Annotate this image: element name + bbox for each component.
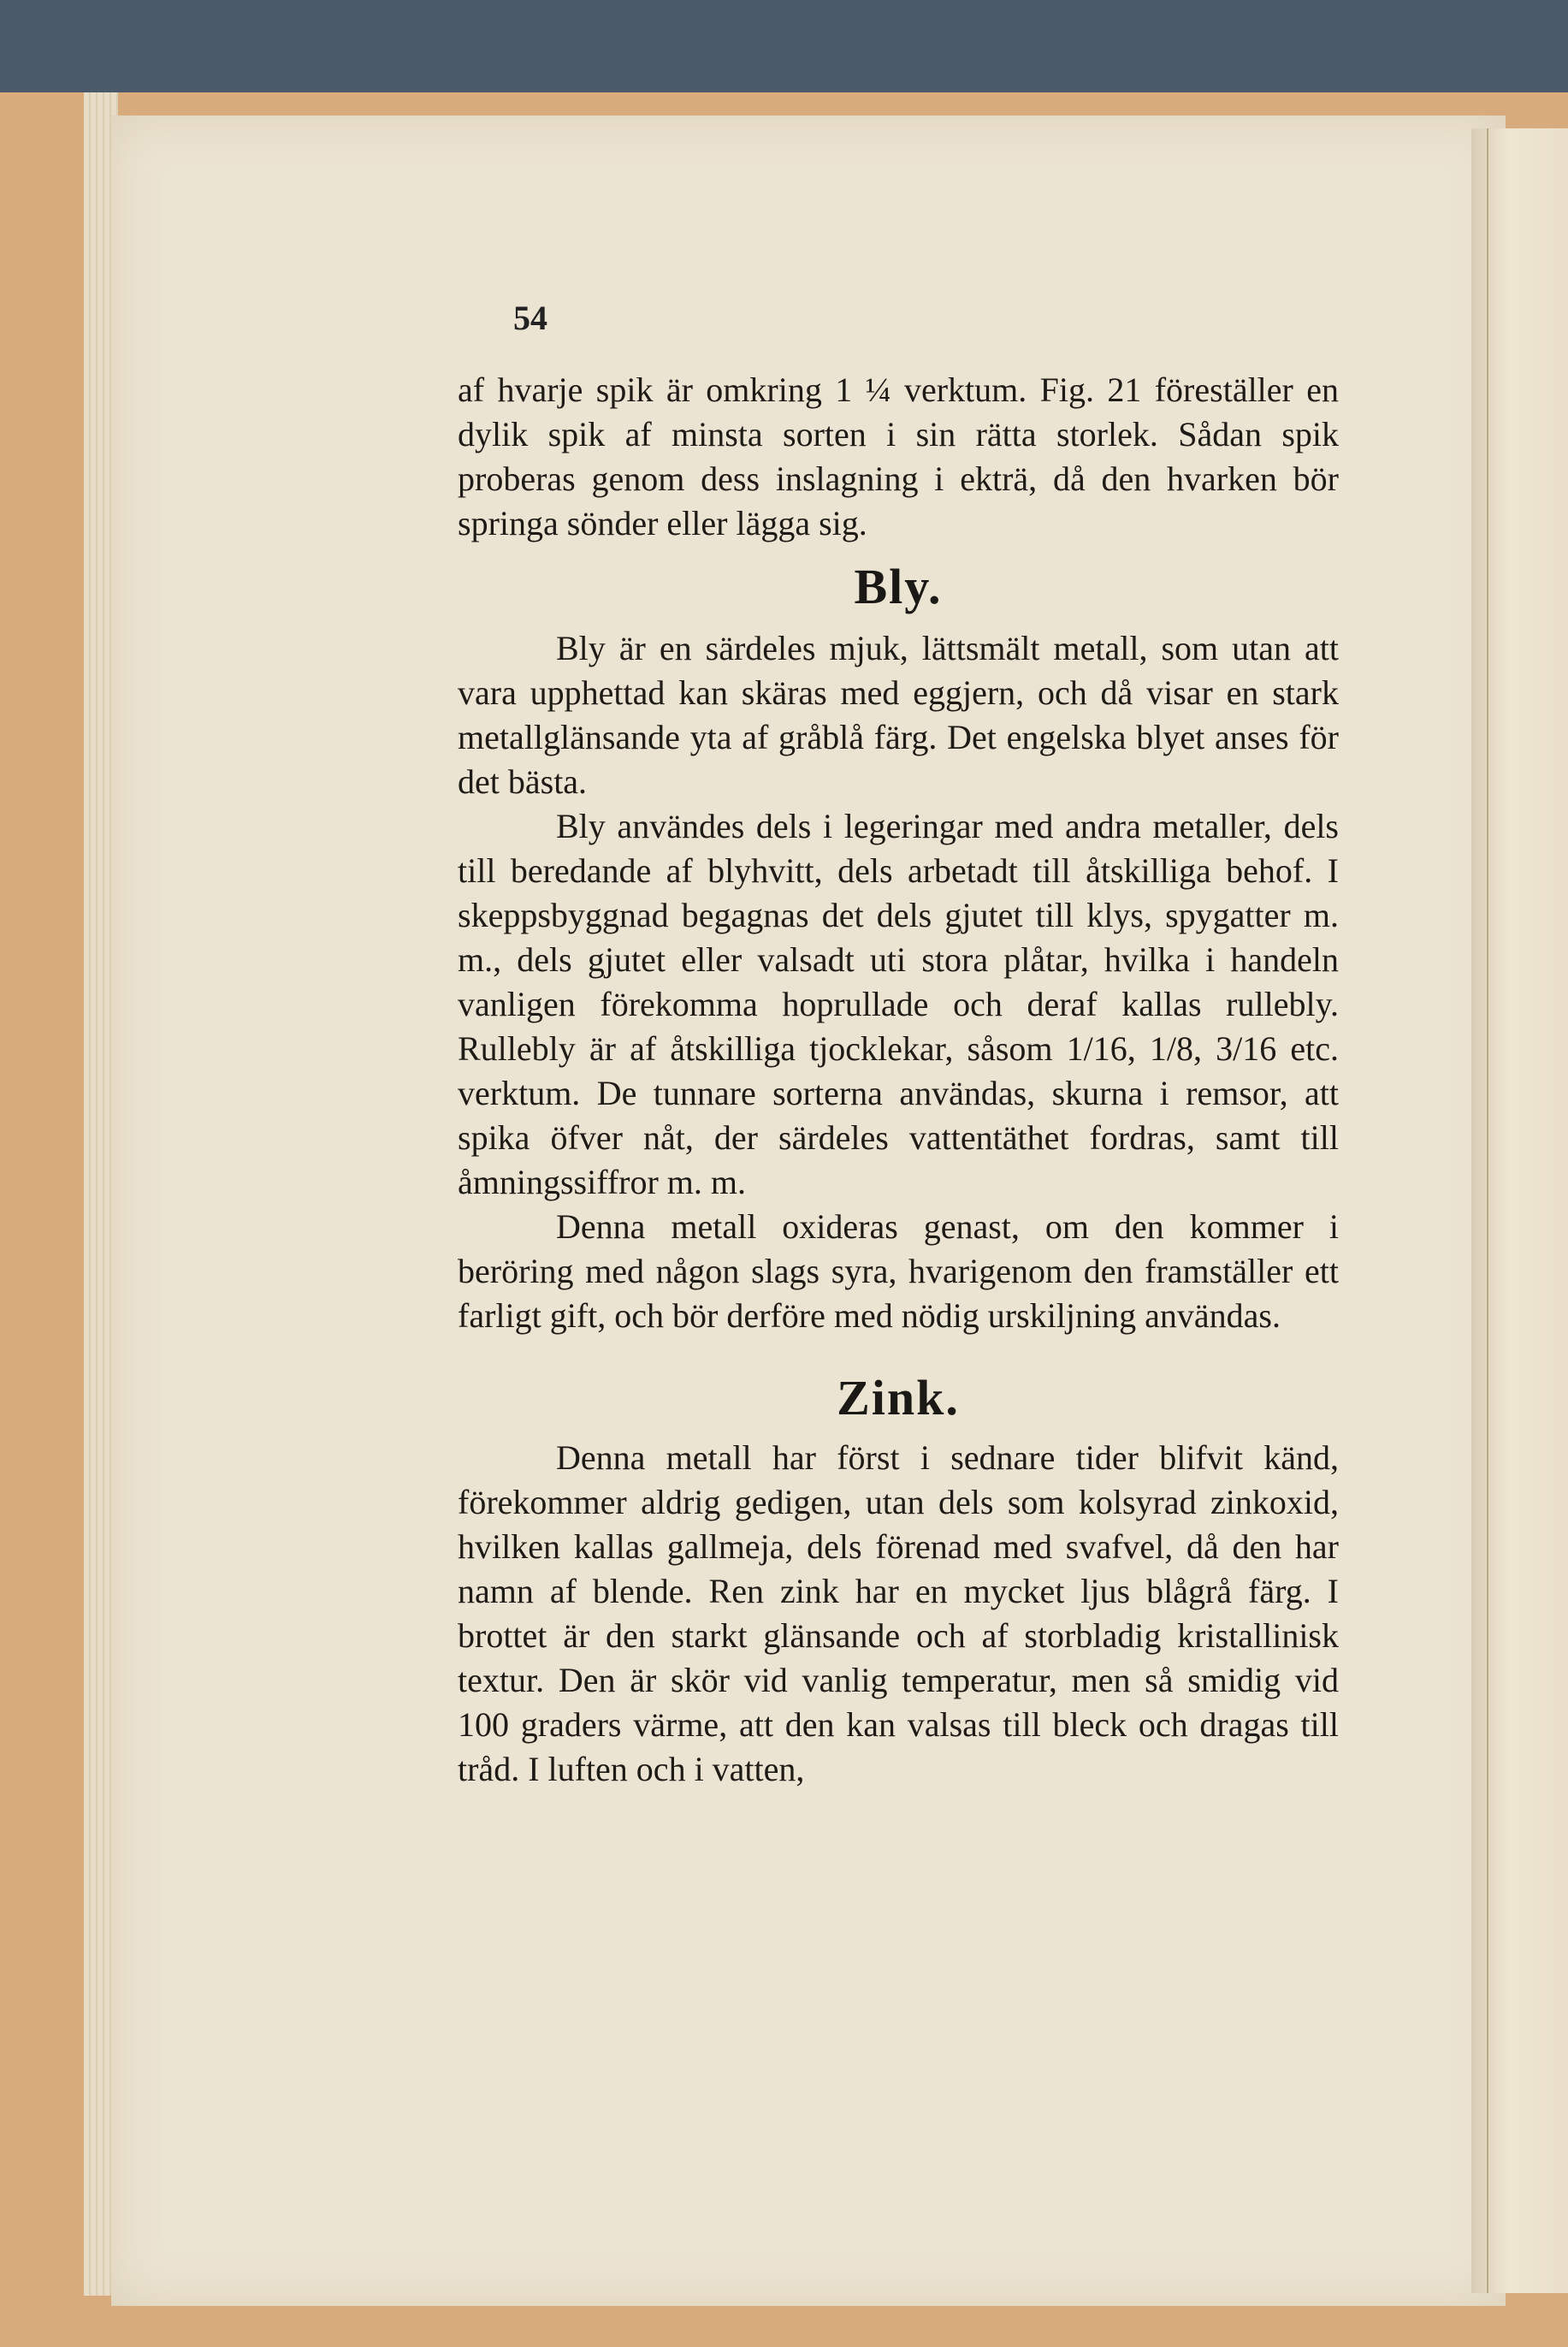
book-gutter [1487,128,1488,2293]
paragraph: Bly är en särdeles mjuk, lättsmält metall, som utan att vara upphettad kan skäras med eggjern, och då visar en stark metallglänsande yta af gråblå färg. Det engelska blyet anses för det bästa. [458,629,1339,801]
section-heading-zink: Zink. [837,1370,960,1425]
page-text [458,368,1339,1792]
section-heading-bly: Bly. [854,559,943,614]
page-number: 54 [513,299,547,337]
facing-page-edge [1471,128,1568,2293]
paragraph: Denna metall oxideras genast, om den kommer i beröring med någon slags syra, hvarigenom den framställer ett farligt gift, och bör derföre med nödig urskiljning användas. [458,1207,1339,1335]
paragraph: Denna metall har först i sednare tider blifvit känd, förekommer aldrig gedigen, utan dels som kolsyrad zinkoxid, hvilken kallas gallmeja, dels förenad med svafvel, då den har namn af blende. Ren zink har en mycket ljus blågrå färg. I brottet är den starkt glänsande och af storbladig kristallinisk textur. Den är skör vid vanlig temperatur, men så smidig vid 100 graders värme, att den kan valsas till bleck och dragas till tråd. I luften och i vatten, [458,1438,1339,1788]
paragraph: Bly användes dels i legeringar med andra metaller, dels till beredande af blyhvitt, dels arbetadt till åtskilliga behof. I skeppsbyggnad begagnas det dels gjutet till klys, spygatter m. m., dels gjutet eller valsadt uti stora plåtar, hvilka i handeln vanligen förekomma hoprullade och deraf kallas rullebly. Rullebly är af åtskilliga tjocklekar, såsom 1/16, 1/8, 3/16 etc. verktum. De tunnare sorterna användas, skurna i remsor, att spika öfver nåt, der särdeles vattentäthet fordras, samt till åmningssiffror m. m. [458,807,1339,1201]
continuation-paragraph: af hvarje spik är omkring 1 ¼ verktum. Fig. 21 föreställer en dylik spik af minsta sorten i sin rätta storlek. Sådan spik proberas genom dess inslagning i ekträ, då den hvarken bör springa sönder eller lägga sig. [458,370,1339,542]
